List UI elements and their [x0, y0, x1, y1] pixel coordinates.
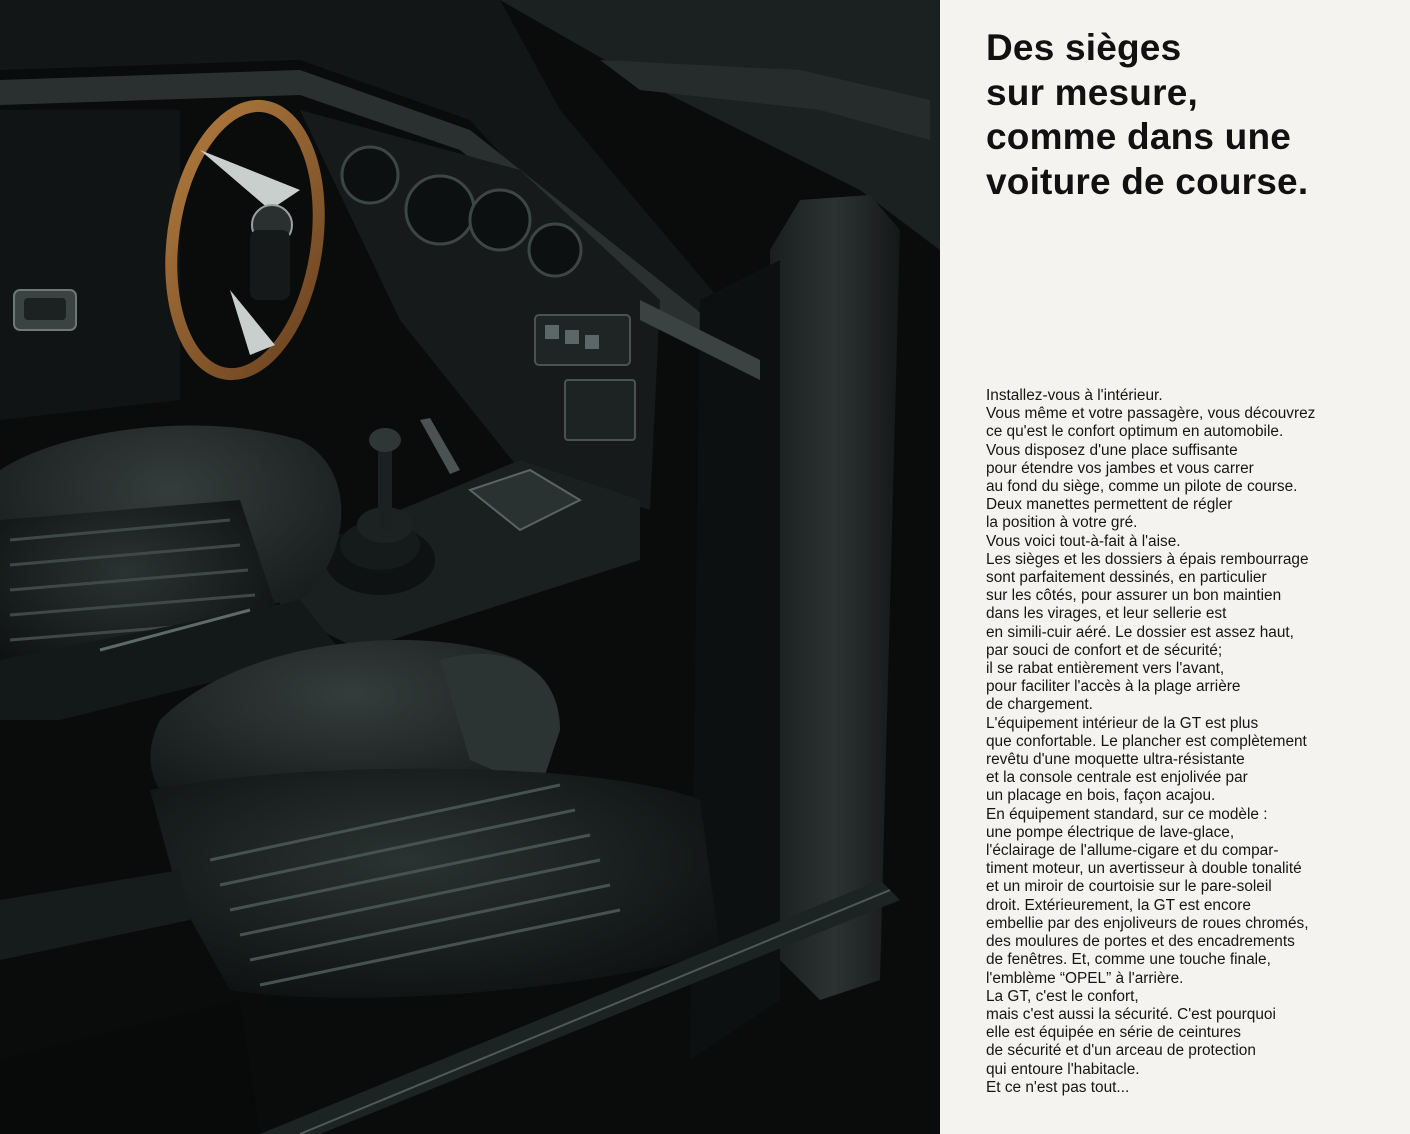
body-line: Installez-vous à l'intérieur.: [986, 387, 1163, 404]
body-line: de chargement.: [986, 696, 1093, 714]
body-line: et un miroir de courtoisie sur le pare-soleil: [986, 878, 1272, 896]
body-line: Vous disposez d'une place suffisante: [986, 441, 1238, 459]
headline-line: sur mesure,: [986, 71, 1198, 113]
body-line: revêtu d'une moquette ultra-résistante: [986, 751, 1245, 769]
body-line: L'équipement intérieur de la GT est plus: [986, 714, 1259, 732]
body-line: pour faciliter l'accès à la plage arrière: [986, 678, 1241, 696]
body-line: par souci de confort et de sécurité;: [986, 641, 1223, 659]
body-line: Les sièges et les dossiers à épais rembourrage: [986, 550, 1309, 568]
body-line: dans les virages, et leur sellerie est: [986, 605, 1227, 623]
body-line: de sécurité et d'un arceau de protection: [986, 1042, 1256, 1060]
body-line: timent moteur, un avertisseur à double tonalité: [986, 860, 1302, 878]
body-line: sur les côtés, pour assurer un bon maintien: [986, 587, 1282, 605]
body-line: Vous voici tout-à-fait à l'aise.: [986, 532, 1181, 550]
body-line: au fond du siège, comme un pilote de course.: [986, 478, 1298, 496]
body-line: mais c'est aussi la sécurité. C'est pourquoi: [986, 1005, 1276, 1023]
body-line: Vous même et votre passagère, vous découvrez: [986, 405, 1316, 423]
body-line: une pompe électrique de lave-glace,: [986, 823, 1235, 841]
body-line: qui entoure l'habitacle.: [986, 1060, 1140, 1078]
body-line: En équipement standard, sur ce modèle :: [986, 805, 1268, 823]
body-line: sont parfaitement dessinés, en particulier: [986, 569, 1267, 587]
body-line: La GT, c'est le confort,: [986, 987, 1139, 1005]
body-line: Et ce n'est pas tout...: [986, 1078, 1130, 1096]
body-line: il se rabat entièrement vers l'avant,: [986, 660, 1225, 678]
body-copy: [986, 387, 1396, 1097]
body-line: elle est équipée en série de ceintures: [986, 1024, 1241, 1042]
body-line: l'éclairage de l'allume-cigare et du compar-: [986, 842, 1279, 860]
headline-line: voiture de course.: [986, 160, 1309, 202]
body-line: embellie par des enjoliveurs de roues chromés,: [986, 914, 1309, 932]
text-column: [940, 0, 1410, 1134]
headline: [986, 26, 1308, 204]
body-line: Deux manettes permettent de régler: [986, 496, 1233, 514]
body-line: de fenêtres. Et, comme une touche finale,: [986, 951, 1271, 969]
body-line: en simili-cuir aéré. Le dossier est assez haut,: [986, 623, 1294, 641]
headline-line: Des sièges: [986, 27, 1182, 68]
body-line: des moulures de portes et des encadrements: [986, 933, 1295, 951]
body-line: droit. Extérieurement, la GT est encore: [986, 896, 1251, 914]
body-line: pour étendre vos jambes et vous carrer: [986, 459, 1254, 477]
body-line: ce qu'est le confort optimum en automobile.: [986, 423, 1284, 441]
headline-line: comme dans une: [986, 116, 1292, 157]
body-line: la position à votre gré.: [986, 514, 1138, 532]
body-line: que confortable. Le plancher est complètement: [986, 732, 1307, 750]
body-line: l'emblème “OPEL” à l'arrière.: [986, 969, 1184, 987]
body-line: et la console centrale est enjolivée par: [986, 769, 1248, 787]
body-line: un placage en bois, façon acajou.: [986, 787, 1216, 805]
